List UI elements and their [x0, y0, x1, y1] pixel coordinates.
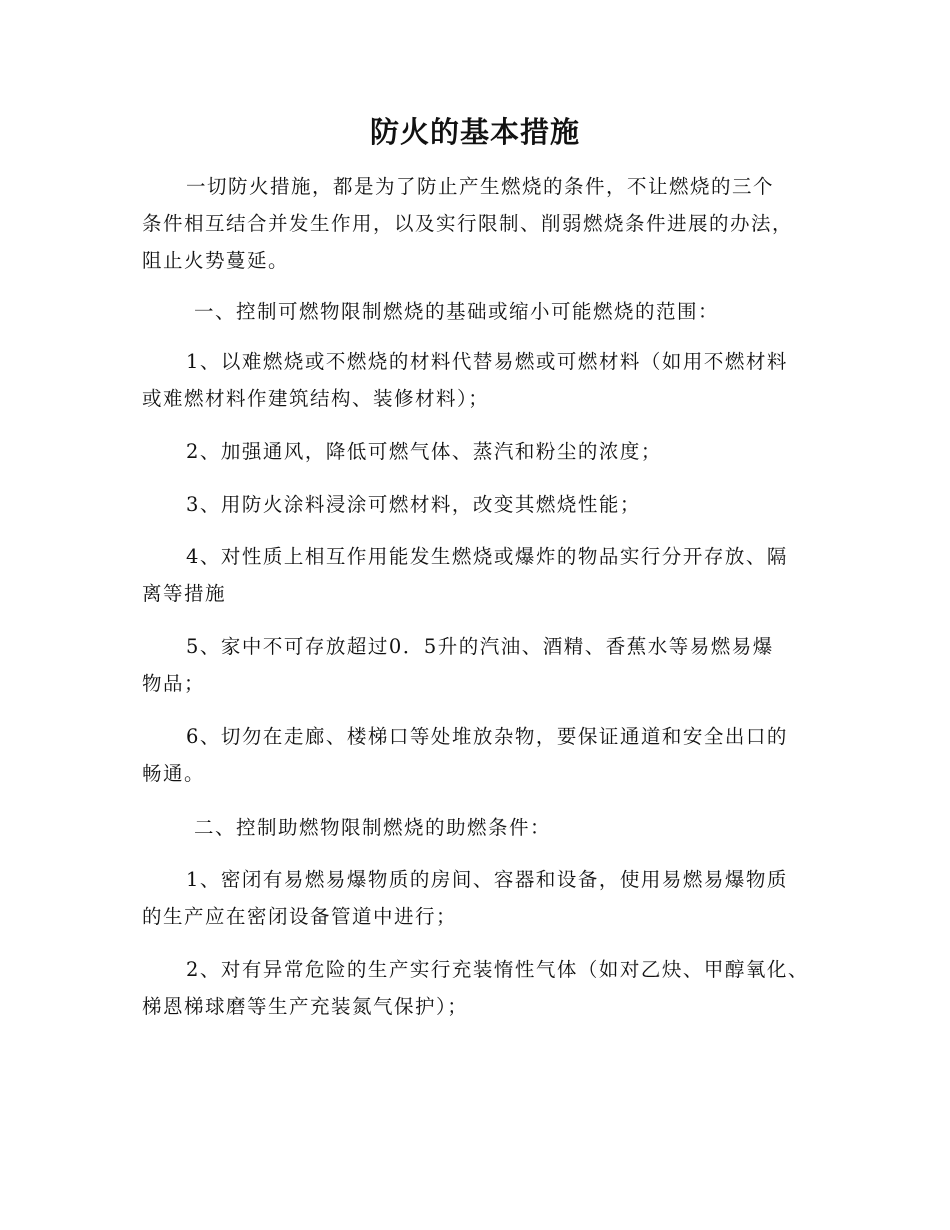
paragraph-line: 4、对性质上相互作用能发生燃烧或爆炸的物品实行分开存放、隔 [186, 545, 788, 568]
section-heading-2 [142, 809, 832, 846]
paragraph-line: 离等措施 [142, 582, 227, 605]
document-title: 防火的基本措施 [369, 115, 580, 149]
paragraph-line: 1、以难燃烧或不燃烧的材料代替易燃或可燃材料（如用不燃材料 [186, 350, 788, 373]
paragraph-line: 3、用防火涂料浸涂可燃材料，改变其燃烧性能； [186, 493, 641, 516]
intro-paragraph [142, 168, 832, 279]
section-heading-1 [142, 293, 832, 330]
paragraph-line: 阻止火势蔓延。 [142, 249, 290, 272]
section-heading-text: 一、控制可燃物限制燃烧的基础或缩小可能燃烧的范围： [194, 300, 720, 323]
paragraph-line: 条件相互结合并发生作用，以及实行限制、削弱燃烧条件进展的办法， [142, 212, 794, 235]
paragraph-line: 5、家中不可存放超过0．5升的汽油、酒精、香蕉水等易燃易爆 [186, 635, 774, 658]
list-item [142, 538, 832, 612]
paragraph-line: 2、加强通风，降低可燃气体、蒸汽和粉尘的浓度； [186, 440, 662, 463]
list-item [142, 486, 832, 523]
paragraph-line: 畅通。 [142, 762, 206, 785]
paragraph-line: 梯恩梯球磨等生产充装氮气保护）； [142, 995, 469, 1018]
list-item [142, 343, 832, 417]
paragraph-line: 6、切勿在走廊、楼梯口等处堆放杂物，要保证通道和安全出口的 [186, 725, 788, 748]
list-item [142, 951, 832, 1025]
list-item [142, 433, 832, 470]
section-heading-text: 二、控制助燃物限制燃烧的助燃条件： [194, 816, 552, 839]
paragraph-line: 的生产应在密闭设备管道中进行； [142, 905, 458, 928]
paragraph-line: 一切防火措施，都是为了防止产生燃烧的条件，不让燃烧的三个 [186, 175, 775, 198]
paragraph-line: 2、对有异常危险的生产实行充装惰性气体（如对乙炔、甲醇氧化、 [186, 958, 809, 981]
paragraph-line: 1、密闭有易燃易爆物质的房间、容器和设备，使用易燃易爆物质 [186, 868, 788, 891]
list-item [142, 861, 832, 935]
list-item [142, 628, 832, 702]
paragraph-line: 或难燃材料作建筑结构、装修材料）； [142, 387, 490, 410]
paragraph-line: 物品； [142, 672, 206, 695]
list-item [142, 718, 832, 792]
